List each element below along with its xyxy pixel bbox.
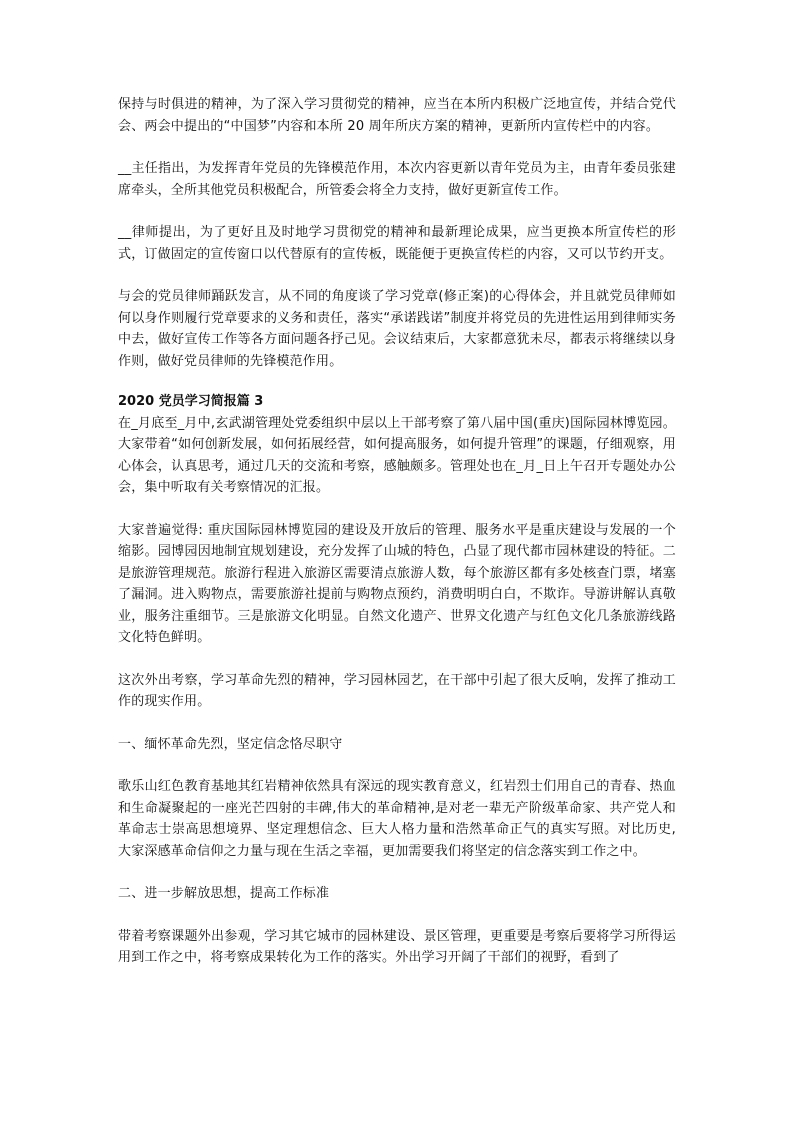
section-title: 2020 党员学习简报篇 3 [118, 394, 264, 409]
paragraph-9: 带着考察课题外出参观，学习其它城市的园林建设、景区管理，更重要是考察后要将学习所得运用到工作之中，将考察成果转化为工作的落实。外出学习开阔了干部们的视野，看到了 [118, 928, 676, 965]
subheading-2: 二、进一步解放思想，提高工作标准 [118, 886, 330, 901]
paragraph-2: __主任指出，为发挥青年党员的先锋模范作用，本次内容更新以青年党员为主，由青年委员张建席牵头，全所其他党员积极配合，所管委会将全力支持，做好更新宣传工作。 [118, 161, 676, 198]
paragraph-4: 与会的党员律师踊跃发言，从不同的角度谈了学习党章(修正案)的心得体会，并且就党员律师如何以身作则履行党章要求的义务和责任，落实“承诺践诺”制度并将党员的先进性运用到律师实务中去，做好宣传工作等各方面问题各抒己见。会议结束后，大家都意犹未尽，都表示将继续以身作则，做好党员律师的先锋模范作用。 [118, 289, 676, 369]
paragraph-3: __律师提出，为了更好且及时地学习贯彻党的精神和最新理论成果，应当更换本所宣传栏的形式，订做固定的宣传窗口以代替原有的宣传板，既能便于更换宣传栏的内容，又可以节约开支。 [118, 225, 676, 262]
paragraph-8: 歌乐山红色教育基地其红岩精神依然具有深远的现实教育意义，红岩烈士们用自己的青春、热血和生命凝聚起的一座光芒四射的丰碑,伟大的革命精神,是对老一辈无产阶级革命家、共产党人和革命志士崇高思想境界、坚定理想信念、巨大人格力量和浩然革命正气的真实写照。对比历史,大家深感革命信仰之力量与现在生活之幸福，更加需要我们将坚定的信念落实到工作之中。 [118, 779, 676, 859]
subheading-1: 一、缅怀革命先烈，坚定信念恪尽职守 [118, 736, 343, 752]
paragraph-1: 保持与时俱进的精神，为了深入学习贯彻党的精神，应当在本所内积极广泛地宣传，并结合党代会、两会中提出的“中国梦”内容和本所 20 周年所庆方案的精神，更新所内宣传栏中的内容。 [118, 97, 676, 134]
paragraph-5: 在_月底至_月中,玄武湖管理处党委组织中层以上干部考察了第八届中国(重庆)国际园林博览园。大家带着“如何创新发展，如何拓展经营，如何提高服务，如何提升管理”的课题，仔细观察，用心体会，认真思考，通过几天的交流和考察，感触颇多。管理处也在_月_日上午召开专题处办公会，集中听取有关考察情况的汇报。 [118, 415, 676, 495]
paragraph-6: 大家普遍觉得: 重庆国际园林博览园的建设及开放后的管理、服务水平是重庆建设与发展的一个缩影。园博园因地制宜规划建设，充分发挥了山城的特色，凸显了现代都市园林建设的特征。二是旅游管理规范。旅游行程进入旅游区需要清点旅游人数，每个旅游区都有多处核查门票，堵塞了漏洞。进入购物点，需要旅游社提前与购物点预约，消费明明白白，不欺诈。导游讲解认真敬业，服务注重细节。三是旅游文化明显。自然文化遗产、世界文化遗产与红色文化几条旅游线路文化特色鲜明。 [118, 522, 676, 645]
paragraph-7: 这次外出考察，学习革命先烈的精神，学习园林园艺，在干部中引起了很大反响，发挥了推动工作的现实作用。 [118, 672, 676, 709]
